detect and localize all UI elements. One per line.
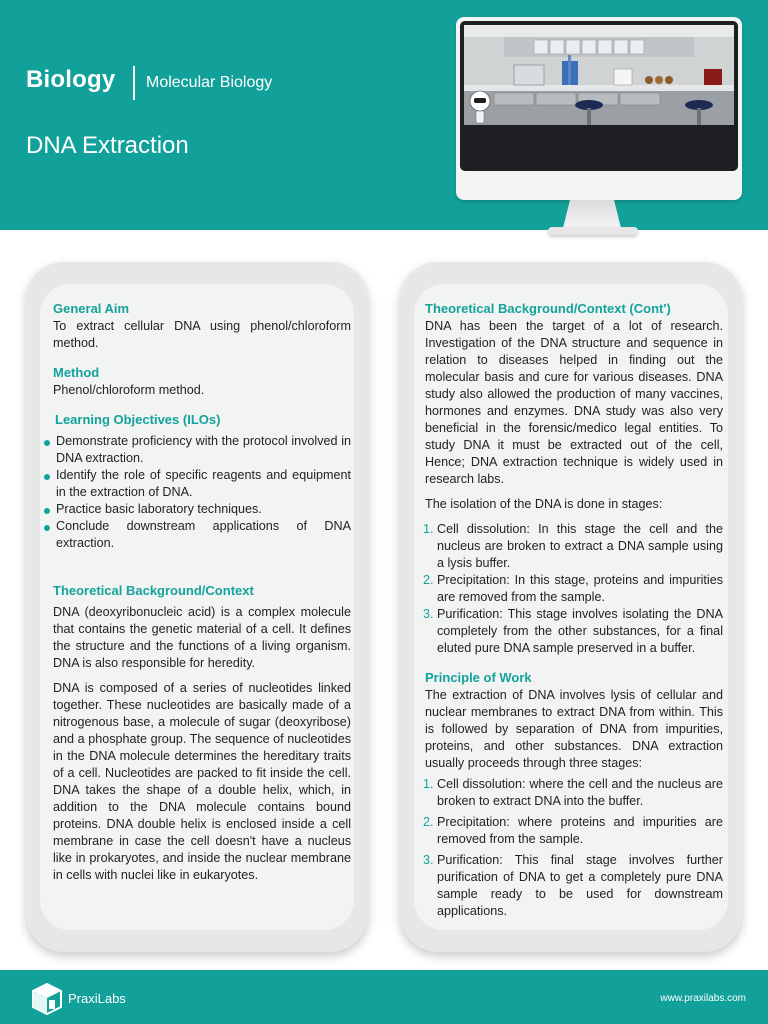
general-aim-heading: General Aim [53, 301, 130, 316]
header-divider [133, 66, 135, 100]
website-link[interactable]: www.praxilabs.com [660, 993, 746, 1004]
brand-name: PraxiLabs [68, 991, 126, 1006]
method-heading: Method [53, 365, 100, 380]
background-paragraph-1: DNA (deoxyribonucleic acid) is a complex molecule that contains the genetic material of a cell. It defines the structure and the functions of a living organism. DNA is also responsible for heredity. [53, 605, 351, 670]
lab-scene-image [460, 21, 738, 171]
monitor-illustration [456, 17, 742, 200]
background-paragraph-2: DNA is composed of a series of nucleotides linked together. These nucleotides are basically made of a nitrogenous base, a molecule of sugar (deoxyribose) and a phosphate group. The sequence of nucleotides in the DNA molecule determines the hereditary traits of a cell. Nucleotides are packed to fit inside the cell. DNA takes the shape of a double helix, which, in addition to the DNA molecule contains bound proteins. DNA double helix is enclosed inside a cell membrane in case the cell doesn't have a nucleus like in prokaryotes, and inside the nuclear membrane in cells with nuclei like in eukaryotes. [53, 681, 351, 882]
list-item: 1. Cell dissolution: where the cell and the nucleus are broken to extract DNA into the buffer. [423, 777, 723, 808]
principle-text: The extraction of DNA involves lysis of cellular and nuclear membranes to extract DNA from within. This is followed by separation of DNA from impurities, proteins, and other substances. DNA extraction usually proceeds through three stages: [425, 688, 723, 770]
ilo-heading: Learning Objectives (ILOs) [55, 412, 221, 427]
list-item: 2. Precipitation: In this stage, proteins and impurities are removed from the sample. [423, 573, 723, 604]
experiment-title: DNA Extraction [26, 132, 189, 159]
monitor-stand-base [548, 227, 638, 235]
list-item: Conclude downstream applications of DNA extraction. [53, 518, 351, 552]
topic-title: Molecular Biology [146, 74, 273, 91]
stages-list [425, 521, 723, 657]
list-item: Demonstrate proficiency with the protocol involved in DNA extraction. [53, 433, 351, 467]
background-cont-paragraph-2: The isolation of the DNA is done in stages: [425, 497, 663, 511]
method-text: Phenol/chloroform method. [53, 383, 205, 397]
background-cont-heading: Theoretical Background/Context (Cont') [425, 301, 671, 316]
praxilabs-logo-icon [32, 983, 62, 1015]
monitor-stand-neck [563, 200, 621, 228]
background-cont-paragraph-1: DNA has been the target of a lot of research. Investigation of the DNA structure and sequence in relation to diseases helped in finding out the molecular basis and cure for various diseases. DNA study also allowed the production of many vaccines, hormones and enzymes. DNA study was also very beneficial in the forensic/medico legal entities. To study DNA it must be extracted out of the cell, Hence; DNA extraction technique is widely used in research labs. [425, 319, 723, 486]
list-item: 3. Purification: This stage involves isolating the DNA completely from the other substances, for a final eluted pure DNA sample preserved in a buffer. [423, 607, 723, 655]
list-item: 1. Cell dissolution: In this stage the cell and the nucleus are broken to extract a DNA sample using a lysis buffer. [423, 522, 723, 570]
subject-title: Biology [26, 66, 116, 93]
general-aim-text: To extract cellular DNA using phenol/chloroform method. [53, 319, 351, 350]
list-item: 3. Purification: This final stage involves further purification of DNA to get a completely pure DNA sample ready to be used for downstream applications. [423, 853, 723, 918]
left-card-content [53, 300, 351, 884]
ilo-list [53, 433, 351, 552]
right-card-content [425, 300, 723, 920]
list-item: 2. Precipitation: where proteins and impurities are removed from the sample. [423, 815, 723, 846]
list-item: Practice basic laboratory techniques. [53, 501, 351, 518]
principle-stages-list [425, 776, 723, 920]
list-item: Identify the role of specific reagents and equipment in the extraction of DNA. [53, 467, 351, 501]
principle-heading: Principle of Work [425, 670, 532, 685]
background-heading: Theoretical Background/Context [53, 583, 254, 598]
